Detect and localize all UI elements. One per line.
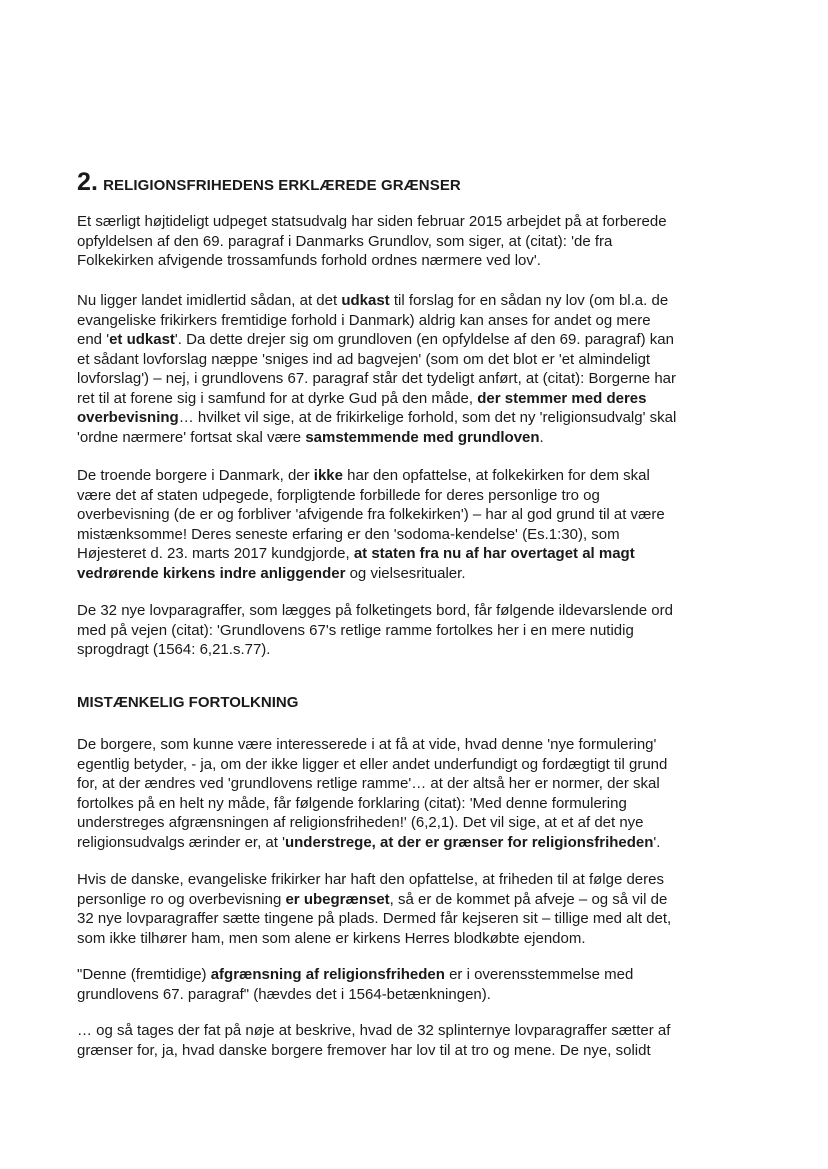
text-line — [77, 1021, 777, 1041]
section-title: RELIGIONSFRIHEDENS ERKLÆREDE GRÆNSER — [103, 177, 461, 194]
text-run: '. — [653, 833, 661, 851]
text-run: Højesteret d. 23. marts 2017 kundgjorde, — [77, 545, 354, 562]
text-run: fortolkes på en helt ny måde, får følgende forklaring (citat): 'Med denne formulering — [77, 794, 627, 812]
text-line — [77, 291, 777, 311]
text-run: mistænksomme! Deres seneste erfaring er den 'sodoma-kendelse' (Es.1:30), som — [77, 525, 620, 543]
text-line — [77, 813, 777, 833]
bold-text: vedrørende kirkens indre anliggender — [77, 564, 346, 582]
text-line — [77, 486, 777, 506]
paragraph — [77, 965, 777, 1004]
bold-text: afgrænsning af religionsfriheden — [210, 966, 445, 983]
text-run: grænser for, ja, hvad danske borgere fremover har lov til at tro og mene. De nye, solidt — [77, 1041, 651, 1059]
text-run: grundlovens 67. paragraf" (hævdes det i 1564-betænkningen). — [77, 985, 491, 1003]
text-run: lovforslag') – nej, i grundlovens 67. paragraf står det tydeligt anført, at (citat): Borgerne har — [77, 370, 676, 387]
bold-text: overbevisning — [77, 409, 179, 426]
subsection-heading: MISTÆNKELIG FORTOLKNING — [77, 694, 299, 711]
text-line — [77, 350, 777, 370]
text-run: personlige ro og overbevisning — [77, 890, 286, 908]
text-line — [77, 929, 777, 949]
text-run: er i overensstemmelse med — [444, 966, 634, 983]
text-line — [77, 369, 777, 389]
text-line — [77, 965, 777, 985]
text-run: Et særligt højtideligt udpeget statsudvalg har siden februar 2015 arbejdet på at forberede — [77, 213, 667, 230]
text-run: opfyldelsen af den 69. paragraf i Danmarks Grundlov, som siger, at (citat): 'de fra — [77, 232, 613, 250]
bold-text: udkast — [341, 292, 390, 309]
text-run: … hvilket vil sige, at de frikirkelige forhold, som det ny 'religionsudvalg' skal — [178, 409, 677, 426]
text-run: Folkekirken afvigende trossamfunds forhold ordnes nærmere ved lov'. — [77, 252, 541, 269]
text-line — [77, 525, 777, 545]
text-line — [77, 212, 777, 232]
text-line — [77, 330, 777, 350]
text-line — [77, 640, 777, 660]
text-run: egentlig betyder, - ja, om der ikke ligger et eller andet underfundigt og fordægtigt til grund — [77, 755, 668, 773]
text-line — [77, 564, 777, 584]
paragraph — [77, 1021, 777, 1060]
text-run: og vielsesritualer. — [345, 564, 466, 582]
text-line — [77, 505, 777, 525]
text-run: , så er de kommet på afveje – og så vil de — [389, 890, 668, 908]
text-run: religionsudvalgs ærinder er, at ' — [77, 833, 285, 851]
text-run: Hvis de danske, evangeliske frikirker har haft den opfattelse, at friheden til at følge deres — [77, 871, 664, 888]
text-run: være det af staten udpegede, forpligtende forbillede for deres personlige tro og — [77, 486, 600, 504]
text-run: evangeliske frikirkers fremtidige forhold i Danmark) aldrig kan anses for andet og mere — [77, 311, 651, 329]
bold-text: ikke — [313, 467, 343, 484]
text-line — [77, 389, 777, 409]
text-line — [77, 735, 777, 755]
text-run: 32 nye lovparagraffer sætte tingene på plads. Dermed får kejseren sit – tillige med alt det, — [77, 910, 672, 927]
section-heading — [77, 168, 461, 197]
text-run: til forslag for en sådan ny lov (om bl.a. de — [389, 292, 669, 309]
paragraph — [77, 601, 777, 660]
text-run: end ' — [77, 331, 110, 348]
text-run: ret til at forene sig i samfund for at dyrke Gud på den måde, — [77, 389, 478, 407]
text-run: overbevisning (de er og forbliver 'afvigende fra folkekirken') – har al god grund til at være — [77, 506, 665, 523]
paragraph — [77, 466, 777, 583]
text-run: et sådant lovforslag næppe 'sniges ind ad bagvejen' (som om det blot er 'et almindeligt — [77, 350, 651, 368]
text-line — [77, 774, 777, 794]
text-line — [77, 251, 777, 271]
text-run: De borgere, som kunne være interesserede i at få at vide, hvad denne 'nye formulering' — [77, 736, 657, 753]
text-line — [77, 544, 777, 564]
text-run: har den opfattelse, at folkekirken for dem skal — [343, 467, 650, 484]
text-run: med på vejen (citat): 'Grundlovens 67's retlige ramme fortolkes her i en mere nutidig — [77, 621, 634, 639]
text-line — [77, 1041, 777, 1061]
bold-text: samstemmende med grundloven — [305, 428, 540, 446]
text-run: understreges afgrænsningen af religionsfriheden!' (6,2,1). Det vil sige, at et af det nye — [77, 814, 644, 831]
text-line — [77, 232, 777, 252]
text-run: sprogdragt (1564: 6,21.s.77). — [77, 641, 271, 658]
bold-text: et udkast — [109, 331, 175, 348]
text-line — [77, 794, 777, 814]
text-line — [77, 890, 777, 910]
text-line — [77, 408, 777, 428]
text-run: . — [539, 428, 544, 446]
paragraph — [77, 291, 777, 447]
text-run: … og så tages der fat på nøje at beskrive, hvad de 32 splinternye lovparagraffer sætter af — [77, 1022, 671, 1039]
bold-text: understrege, at der er grænser for religionsfriheden — [284, 833, 654, 851]
text-line — [77, 621, 777, 641]
text-line — [77, 311, 777, 331]
bold-text: er ubegrænset — [285, 890, 390, 908]
text-line — [77, 833, 777, 853]
paragraph — [77, 870, 777, 948]
text-run: '. Da dette drejer sig om grundloven (en opfyldelse af den 69. paragraf) kan — [174, 331, 674, 348]
text-line — [77, 601, 777, 621]
text-run: "Denne (fremtidige) — [77, 966, 211, 983]
text-line — [77, 755, 777, 775]
text-run: Nu ligger landet imidlertid sådan, at det — [77, 292, 342, 309]
text-run: De 32 nye lovparagraffer, som lægges på folketingets bord, får følgende ildevarslende ord — [77, 602, 673, 619]
paragraph — [77, 735, 777, 852]
text-run: som ikke tilhører ham, men som alene er kirkens Herres blodkøbte ejendom. — [77, 929, 586, 947]
text-line — [77, 909, 777, 929]
section-number: 2. — [77, 168, 99, 196]
paragraph — [77, 212, 777, 271]
text-line — [77, 466, 777, 486]
text-line — [77, 870, 777, 890]
bold-text: at staten fra nu af har overtaget al magt — [353, 545, 635, 562]
text-line — [77, 428, 777, 448]
text-run: De troende borgere i Danmark, der — [77, 467, 314, 484]
text-run: 'ordne nærmere' fortsat skal være — [77, 428, 306, 446]
text-run: for, at der ændres ved 'grundlovens retlige ramme'… at der altså her er normer, der skal — [77, 775, 660, 792]
bold-text: der stemmer med deres — [477, 389, 647, 407]
text-line — [77, 985, 777, 1005]
